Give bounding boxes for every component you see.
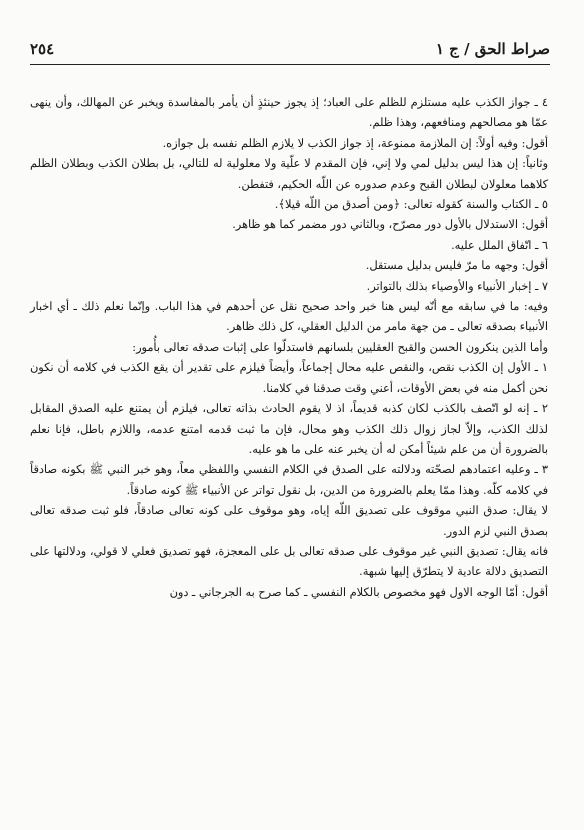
paragraph: وأما الذين ينكرون الحسن والقبح العقليين بلسانهم فاستدلّوا على إثبات صدقه تعالى بأُمور: — [132, 340, 548, 354]
page-header — [30, 40, 550, 64]
header-rule — [30, 64, 550, 65]
paragraph: فانه يقال: تصديق النبي غير موقوف على صدقه تعالى بل على المعجزة، فهو تصديق فعلي لا قولي، ودلالتها على التصديق دلالة عادية لا يتطرّق إليها شبهة. — [30, 544, 548, 579]
paragraph: أقول: الاستدلال بالأول دور مصرّح، وبالثاني دور مضمر كما هو ظاهر. — [232, 218, 548, 232]
paragraph: أقول: وفيه أولاً: إن الملازمة ممنوعة، إذ جواز الكذب لا يلازم الظلم نفسه بل جوازه. — [162, 136, 548, 150]
paragraph: ٣ ـ وعليه اعتمادهم لصحّته ودلالته على الصدق في الكلام النفسي واللفظي معاً، وهو خبر النبي ﷺ بكونه صادقاً في كلامه كلّه. وهذا ممّا يعلم بالضرورة من الدين، بل نقول تواتر عن الأنبياء ﷺ كونه صادقاً. — [30, 463, 548, 497]
body-text — [30, 93, 548, 603]
paragraph: وثانياً: إن هذا ليس بدليل لمي ولا إني، فإن المقدم لا علّية ولا معلولية له للتالي، بل بطلان الكذب وبطلان الظلم كلاهما معلولان لبطلان القبح وعدم صدوره عن اللّه الحكيم، فتفطن. — [30, 157, 548, 191]
paragraph: ٤ ـ جواز الكذب عليه مستلزم للظلم على العباد؛ إذ يجوز حينئذٍ أن يأمر بالمفاسدة ويخبر عن المهالك، وأن ينهى عمّا هو مصالحهم ومنافعهم، وهذا ظلم. — [30, 96, 548, 130]
paragraph: أقول: أمّا الوجه الاول فهو مخصوص بالكلام النفسي ـ كما صرح به الجرجاني ـ دون — [169, 585, 548, 599]
paragraph: وفيه: ما في سابقه مع أنّه ليس هنا خبر واحد صحيح نقل عن أحدهم في هذا الباب. وإنّما نعلم ذلك ـ أي اخبار الأنبياء بصدقه تعالى ـ من جهة مامر من الدليل العقلي، كل ذلك ظاهر. — [30, 300, 548, 334]
page-number: ٢٥٤ — [30, 40, 55, 58]
paragraph: لا يقال: صدق النبي موقوف على تصديق اللّه إياه، وهو موقوف على كونه تعالى صادقاً، فلو ثبت صدقه تعالى بصدق النبي لزم الدور. — [30, 504, 548, 538]
running-title: صراط الحق / ج ١ — [435, 40, 550, 58]
paragraph: ٢ ـ إنه لو اتّصف بالكذب لكان كذبه قديماً، اذ لا يقوم الحادث بذاته تعالى، فيلزم أن يمتنع عليه الصدق المقابل لذلك الكذب، وإلاّ لجاز زوال ذلك الكذب وهو محال، فإن ما ثبت قدمه امتنع عدمه، واللازم باطل، فإنا نعلم بالضرورة أن من علم شيئاً أمكن له أن يخبر عنه على ما هو عليه. — [30, 402, 548, 456]
paragraph: ٥ ـ الكتاب والسنة كقوله تعالى: ﴿ومن أصدق من اللّه قيلا﴾. — [274, 198, 548, 212]
paragraph: ٧ ـ إخبار الأنبياء والأوصياء بذلك بالتواتر. — [366, 279, 548, 293]
paragraph: ١ ـ الأول إن الكذب نقص، والنقص عليه محال إجماعاً، وأيضاً فيلزم على تقدير أن يقع الكذب في كلامه أن نكون نحن أكمل منه في بعض الأوقات، أعني وقت صدقنا في كلامنا. — [30, 361, 548, 395]
paragraph: ٦ ـ اتّفاق الملل عليه. — [451, 238, 548, 252]
paragraph: أقول: وجهه ما مرّ فليس بدليل مستقل. — [365, 259, 548, 273]
bottom-margin — [0, 816, 584, 830]
